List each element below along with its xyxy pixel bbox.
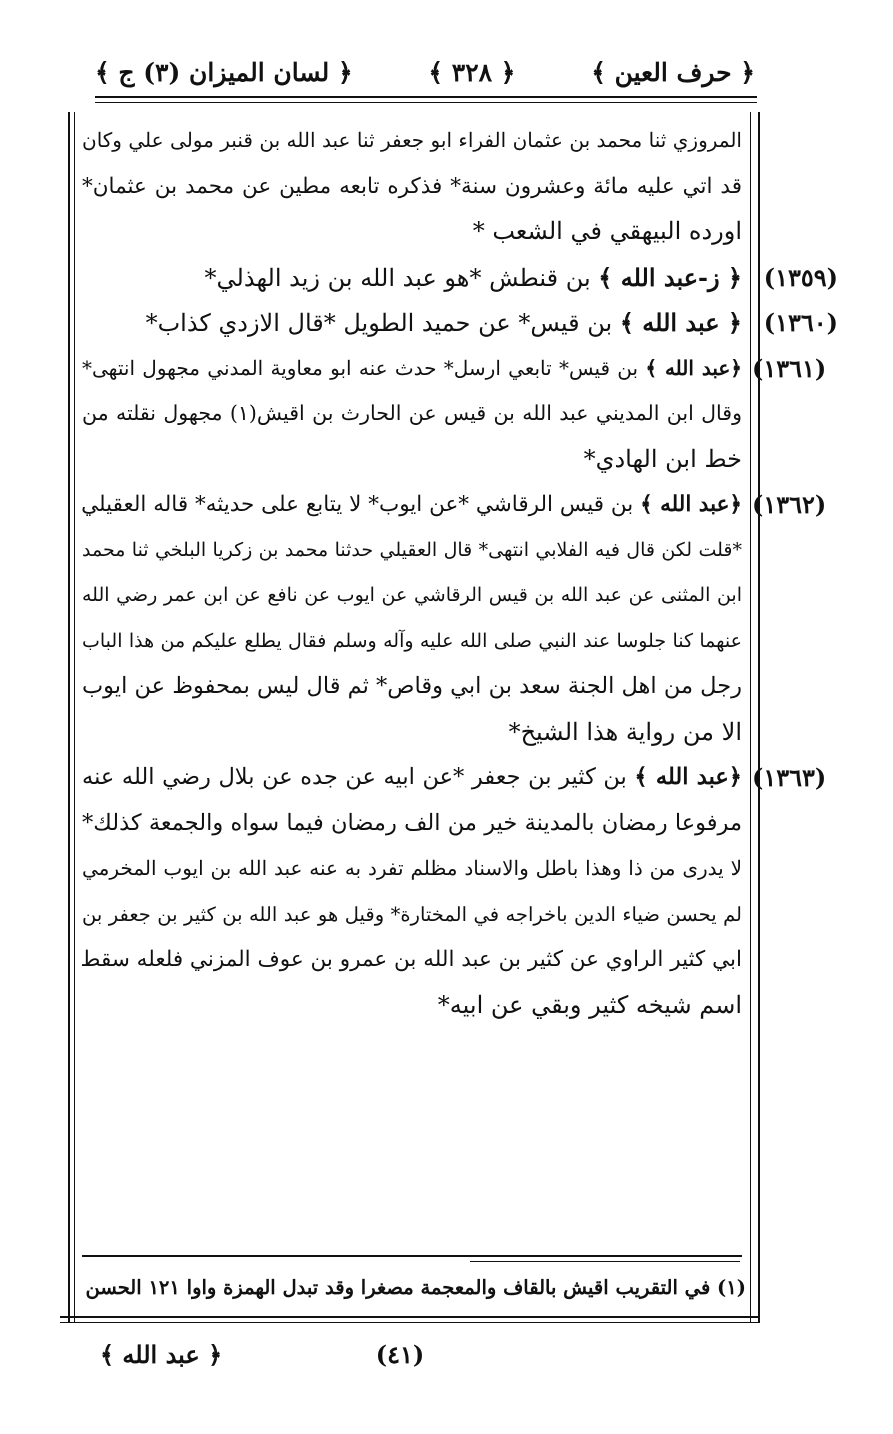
entry-name: ﴿ عبد الله ﴾: [619, 308, 742, 337]
header-section: ﴿ حرف العين ﴾: [591, 57, 755, 87]
header-rule: [95, 96, 757, 98]
line-text: *قلت لكن قال فيه الفلابي انتهى* قال العقيلي حدثنا محمد بن زكريا البلخي ثنا محمد: [82, 538, 742, 561]
header-rule-thin: [95, 102, 757, 103]
text-line: [82, 164, 742, 210]
main-text: [80, 118, 838, 1028]
header-book-title: ﴿ لسان الميزان (٣) ج ﴾: [95, 57, 353, 87]
frame-inner-left-line: [74, 112, 75, 1322]
line-text: لا يدرى من ذا وهذا باطل والاسناد مظلم تفرد به عنه عبد الله بن ايوب المخرمي: [82, 856, 742, 880]
entry-line: [82, 300, 838, 346]
entry-line: [82, 755, 827, 801]
text-line: [82, 892, 742, 938]
bottom-rule: [60, 1316, 760, 1318]
text-line: [82, 983, 742, 1029]
line-text: ابي كثير الراوي عن كثير بن عبد الله بن عمرو بن عوف المزني فلعله سقط: [80, 947, 742, 972]
line-text: مرفوعا رمضان بالمدينة خير من الف رمضان فيما سواه والجمعة كذلك*: [82, 809, 742, 836]
entry-number: (١٣٦٢): [752, 490, 827, 519]
text-line: [82, 846, 742, 892]
line-text: خط ابن الهادي*: [583, 444, 742, 473]
line-text: بن كثير بن جعفر *عن ابيه عن جده عن بلال رضي الله عنه: [82, 764, 635, 790]
line-text: بن قنطش *هو عبد الله بن زيد الهذلي*: [204, 263, 599, 292]
line-text: اسم شيخه كثير وبقي عن ابيه*: [437, 990, 742, 1019]
line-text: المروزي ثنا محمد بن عثمان الفراء ابو جعفر ثنا عبد الله بن قنبر مولى علي وكان: [82, 128, 742, 152]
text-line: [82, 437, 742, 483]
entry-line: [82, 255, 838, 301]
footnote: (١) في التقريب اقيش بالقاف والمعجمة مصغرا وقد تبدل الهمزة واوا ١٢١ الحسن: [85, 1276, 746, 1299]
entry-line: [82, 346, 827, 392]
text-line: [82, 528, 742, 574]
catchword: ﴿ عبد الله ﴾: [100, 1340, 223, 1369]
line-text: الا من رواية هذا الشيخ*: [508, 717, 742, 746]
page-footer-number: (٤١): [375, 1340, 425, 1369]
line-text: بن قيس* عن حميد الطويل *قال الازدي كذاب*: [145, 309, 620, 337]
text-line: [82, 710, 742, 756]
entry-name: ﴿عبد الله ﴾: [634, 764, 742, 790]
text-line: [82, 619, 742, 665]
text-line: [82, 664, 742, 710]
header-page-number: ﴿ ٣٢٨ ﴾: [428, 57, 516, 87]
text-line: [82, 937, 742, 983]
line-text: قد اتي عليه مائة وعشرون سنة* فذكره تابعه مطين عن محمد بن عثمان*: [82, 173, 742, 199]
entry-number: (١٣٦٠): [763, 308, 838, 337]
line-text: رجل من اهل الجنة سعد بن ابي وقاص* ثم قال ليس بمحفوظ عن ايوب: [82, 673, 742, 699]
entry-number: (١٣٦٣): [752, 763, 827, 792]
text-line: [82, 209, 742, 255]
footnote-rule: [82, 1255, 742, 1257]
footnote-rule-short: [470, 1261, 740, 1262]
line-text: لم يحسن ضياء الدين باخراجه في المختارة* وقيل هو عبد الله بن كثير بن جعفر بن: [82, 902, 742, 926]
running-header: [95, 52, 755, 92]
line-text: بن قيس الرقاشي *عن ايوب* لا يتابع على حديثه* قاله العقيلي: [81, 492, 641, 517]
entry-name: ﴿عبد الله ﴾: [645, 355, 743, 380]
entry-name: ﴿ ز-عبد الله ﴾: [598, 262, 742, 292]
entry-number: (١٣٦١): [752, 353, 827, 383]
text-line: [82, 573, 742, 619]
line-text: ابن المثنى عن عبد الله بن قيس الرقاشي عن ايوب عن نافع عن ابن عمر رضي الله: [82, 584, 742, 606]
line-text: اورده البيهقي في الشعب *: [472, 217, 742, 245]
line-text: بن قيس* تابعي ارسل* حدث عنه ابو معاوية المدني مجهول انتهى*: [82, 355, 646, 380]
entry-name: ﴿عبد الله ﴾: [640, 492, 742, 517]
line-text: عنهما كنا جلوسا عند النبي صلى الله عليه وآله وسلم فقال يطلع عليكم من هذا الباب: [82, 629, 742, 652]
entry-number: (١٣٥٩): [763, 262, 838, 292]
text-line: [82, 391, 742, 437]
entry-line: [81, 482, 827, 528]
frame-inner-right-line: [750, 112, 751, 1322]
line-text: وقال ابن المديني عبد الله بن قيس عن الحارث بن اقيش(١) مجهول نقلته من: [82, 401, 742, 425]
text-line: [82, 801, 742, 847]
bottom-rule-thin: [60, 1322, 760, 1323]
text-line: [82, 118, 742, 164]
